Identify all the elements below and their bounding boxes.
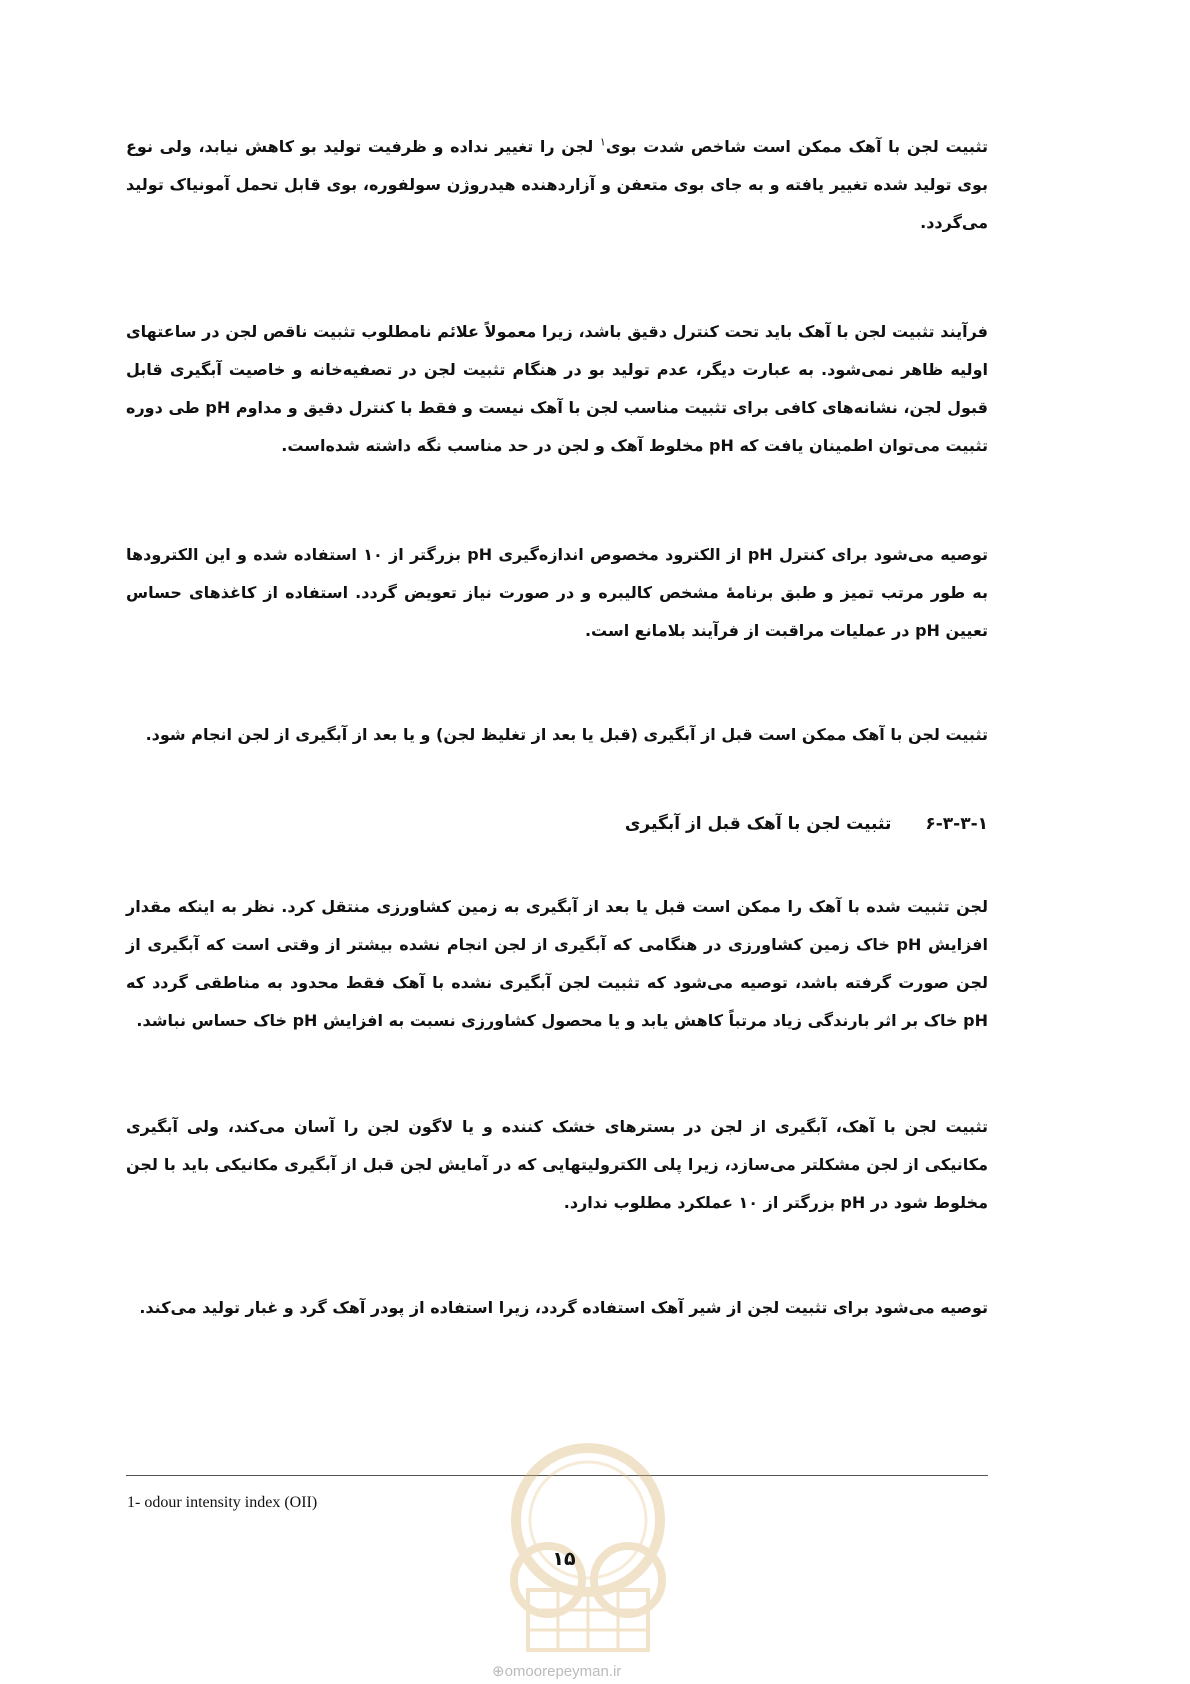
section-heading: [625, 814, 988, 834]
watermark-url: [492, 1662, 621, 1680]
paragraph-control: فرآیند تثبیت لجن با آهک باید تحت کنترل دقیق باشد، زیرا معمولاً علائم نامطلوب تثبیت ناقص لجن در ساعتهای اولیه ظاهر نمی‌شود. به عبارت دیگر، عدم تولید بو در هنگام تثبیت لجن در تصفیه‌خانه و خاصیت آبگیری قابل قبول لجن، نشانه‌های کافی برای تثبیت مناسب لجن با آهک نیست و فقط با کنترل دقیق و مداوم pH طی دوره تثبیت می‌توان اطمینان یافت که pH مخلوط آهک و لجن در حد مناسب نگه داشته شده‌است.: [126, 322, 988, 455]
watermark-logo: [488, 1440, 688, 1660]
globe-icon: ⊕: [492, 1663, 505, 1680]
section-title: تثبیت لجن با آهک قبل از آبگیری: [624, 814, 892, 834]
paragraph-dewatering: تثبیت لجن با آهک، آبگیری از لجن در بسترهای خشک کننده و یا لاگون لجن را آسان می‌کند، ولی آبگیری مکانیکی از لجن مشکلتر می‌سازد، زیرا پلی الکترولیتهایی که در آمایش لجن قبل از آبگیری مکانیکی باید با لجن مخلوط شود در pH بزرگتر از ۱۰ عملکرد مطلوب ندارد.: [126, 1117, 988, 1212]
paragraph-agriculture: لجن تثبیت شده با آهک را ممکن است قبل یا بعد از آبگیری به زمین کشاورزی منتقل کرد. نظر به اینکه مقدار افزایش pH خاک زمین کشاورزی در هنگامی که آبگیری از لجن انجام نشده بیشتر از وقتی است که آبگیری از لجن صورت گرفته باشد، توصیه می‌شود که تثبیت لجن آبگیری نشده با آهک فقط محدود به مناطقی گردد که pH خاک بر اثر بارندگی زیاد مرتباً کاهش یابد و یا محصول کشاورزی نسبت به افزایش pH خاک حساس نباشد.: [126, 897, 989, 1030]
paragraph-stabilization-timing: تثبیت لجن با آهک ممکن است قبل از آبگیری (قبل یا بعد از تغلیظ لجن) و یا بعد از آبگیری از لجن انجام شود.: [145, 725, 988, 744]
footnote: 1- odour intensity index (OII): [127, 1494, 318, 1511]
watermark-site-text: omoorepeyman.ir: [504, 1663, 622, 1680]
section-number: ۶-۳-۳-۱: [925, 814, 988, 834]
paragraph-text: تثبیت لجن با آهک ممکن است شاخص شدت بوی: [605, 137, 988, 156]
paragraph-text: لجن را تغییر نداده و ظرفیت تولید بو کاهش نیابد، ولی نوع بوی تولید شده تغییر یافته و به جای بوی متعفن و آزاردهنده هیدروژن سولفوره، بوی قابل تحمل آمونیاک تولید می‌گردد.: [126, 137, 988, 232]
paragraph-lime-milk: توصیه می‌شود برای تثبیت لجن از شیر آهک استفاده گردد، زیرا استفاده از پودر آهک گرد و غبار تولید می‌کند.: [139, 1298, 988, 1317]
paragraph-ph-electrode: توصیه می‌شود برای کنترل pH از الکترود مخصوص اندازه‌گیری pH بزرگتر از ۱۰ استفاده شده و این الکترودها به طور مرتب تمیز و طبق برنامهٔ مشخص کالیبره و در صورت نیاز تعویض گردد. استفاده از کاغذهای حساس تعیین pH در عملیات مراقبت از فرآیند بلامانع است.: [126, 545, 988, 640]
page-number: ۱۵: [552, 1548, 576, 1570]
paragraph-odor: [126, 128, 988, 242]
footnote-marker[interactable]: ۱: [599, 135, 606, 149]
